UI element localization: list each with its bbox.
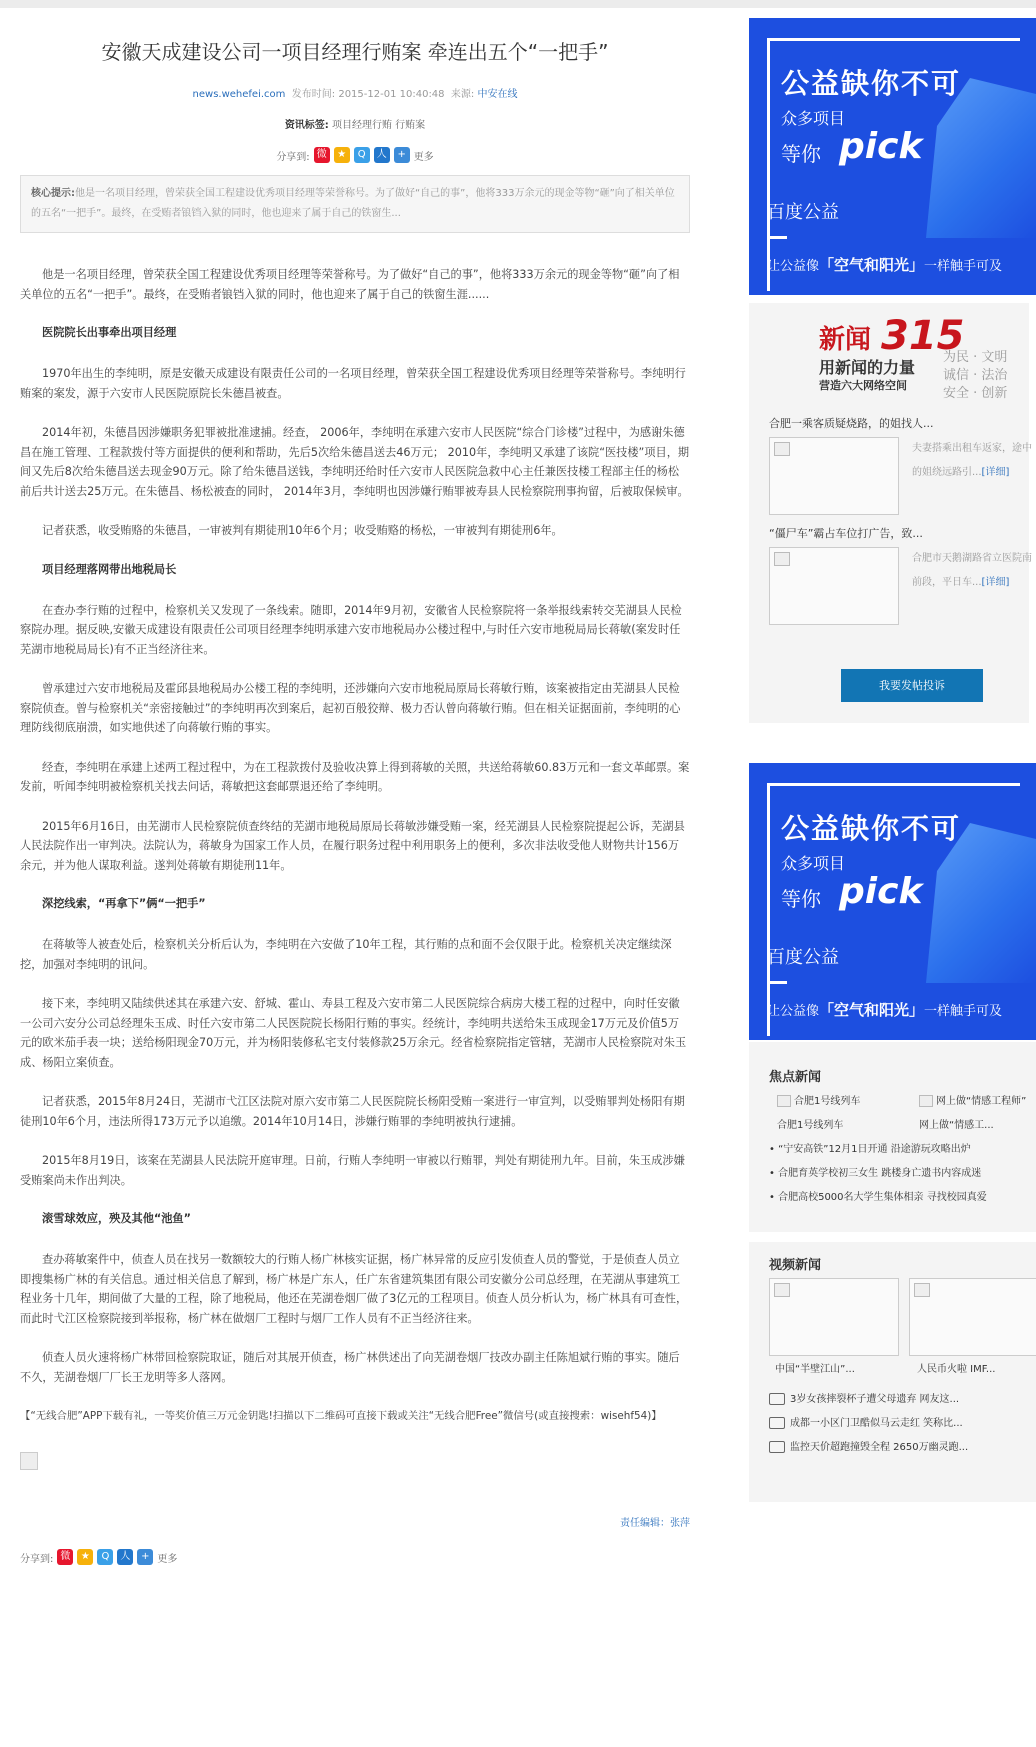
ad-brand: 百度公益 xyxy=(767,947,839,968)
focus-list-text[interactable]: “宁安高铁”12月1日开通 沿途游玩攻略出炉 xyxy=(778,1144,971,1155)
complaint-item-title[interactable]: “僵尸车”霸占车位打广告，致... xyxy=(769,527,923,540)
ad-slogan xyxy=(767,999,1002,1020)
focus-news-panel xyxy=(749,1042,1036,1232)
section-heading: 深挖线索，“再拿下”俩“一把手” xyxy=(42,897,206,910)
focus-news-list xyxy=(769,1138,987,1210)
video-thumb[interactable] xyxy=(769,1278,899,1356)
top-bar xyxy=(0,0,1036,8)
video-news-panel xyxy=(749,1242,1036,1502)
detail-link[interactable]: [详细] xyxy=(981,577,1010,588)
logo-right3: 安全 · 创新 xyxy=(943,386,1008,401)
video-list-text[interactable]: 监控天价超跑撞毁全程 2650万幽灵跑... xyxy=(790,1442,969,1453)
ad-banner-top[interactable] xyxy=(749,18,1036,295)
article-paragraph: 侦查人员火速将杨广林带回检察院取证，随后对其展开侦查，杨广林供述出了向芜湖卷烟厂技改办副主任陈旭斌行贿的事实。随后不久，芜湖卷烟厂厂长王龙明等多人落网。 xyxy=(20,1351,680,1384)
logo-right2: 诚信 · 法治 xyxy=(943,368,1008,383)
share-more-link-bottom[interactable]: 更多 xyxy=(157,1553,178,1565)
article-paragraph: 2015年8月19日，该案在芜湖县人民法院开庭审理。日前，行贿人李纯明一审被以行贿罪，判处有期徒刑九年。目前，朱玉成涉嫌受贿案尚未作出判决。 xyxy=(20,1154,685,1187)
digest-label: 核心提示: xyxy=(31,188,75,199)
image-placeholder-icon xyxy=(774,442,790,456)
video-list-item[interactable] xyxy=(769,1436,968,1460)
promo-note: 【“无线合肥”APP下载有礼，一等奖价值三万元金钥匙!扫描以下二维码可直接下载或关注“无线合肥Free”微信号(或直接搜索：wisehf54)】 xyxy=(20,1410,662,1422)
logo-num: 315 xyxy=(881,313,965,359)
logo-sub1: 用新闻的力量 xyxy=(819,358,916,377)
ad-banner-bottom[interactable] xyxy=(749,763,1036,1040)
focus-list-item[interactable]: • 合肥育英学校初三女生 跳楼身亡遗书内容成迷 xyxy=(769,1168,982,1179)
desc-line2: 的姐绕远路引... xyxy=(912,467,982,478)
ad-line2: 众多项目 xyxy=(781,109,846,128)
share-label-bottom: 分享到: xyxy=(20,1553,54,1565)
article-paragraph: 查办蒋敏案件中，侦查人员在找另一数额较大的行贿人杨广林核实证据，杨广林异常的反应引发侦查人员的警觉，于是侦查人员立即搜集杨广林的有关信息。通过相关信息了解到，杨广林是广东人，任广东省建筑集团有限公司安徽分公司总经理，在芜湖从事建筑工程业务十几年，期间做了大量的工程，除了地税局，他还在芜湖卷烟厂做了3亿元的工程项目。侦查人员分析认为，杨广林具有可查性，而此时弋江区检察院接到举报称，杨广林在做烟厂工程时与烟厂工作人员有不正当经济往来。 xyxy=(20,1253,688,1325)
article-paragraph: 记者获悉，收受贿赂的朱德昌，一审被判有期徒刑10年6个月；收受贿赂的杨松，一审被判有期徒刑6年。 xyxy=(42,524,563,537)
ad-headline: 公益缺你不可 xyxy=(781,67,962,100)
focus-list-text[interactable]: 合肥育英学校初三女生 跳楼身亡遗书内容成迷 xyxy=(778,1168,982,1179)
video-icon xyxy=(769,1441,785,1453)
image-placeholder-icon xyxy=(777,1095,791,1107)
news315-logo xyxy=(819,313,1019,401)
video-list-item[interactable] xyxy=(769,1412,968,1436)
focus-pic-item[interactable] xyxy=(919,1092,1026,1107)
video-list-text[interactable]: 成都一小区门卫酷似马云走红 笑称比... xyxy=(790,1418,963,1429)
video-icon xyxy=(769,1393,785,1405)
article-paragraph: 记者获悉，2015年8月24日，芜湖市弋江区法院对原六安市第二人民医院院长杨阳受贿一案进行一审宣判，以受贿罪判处杨阳有期徒刑10年6个月，违法所得173万元予以追缴。2014年10月14日，涉嫌行贿罪的李纯明被执行逮捕。 xyxy=(20,1095,685,1128)
article-main xyxy=(20,20,690,1565)
logo-sub2: 营造六大网络空间 xyxy=(819,379,907,392)
article-body xyxy=(20,265,690,1387)
weibo-share-icon[interactable]: 微 xyxy=(314,147,330,163)
detail-link[interactable]: [详细] xyxy=(981,467,1010,478)
complaint-item-desc xyxy=(912,437,1032,485)
qzone-share-icon[interactable]: ★ xyxy=(77,1549,93,1565)
ad-brand: 百度公益 xyxy=(767,202,839,223)
article-paragraph: 曾承建过六安市地税局及霍邱县地税局办公楼工程的李纯明，还涉嫌向六安市地税局原局长蒋敏行贿，该案被指定由芜湖县人民检察院侦查。曾与检察机关“亲密接触过”的李纯明再次到案后，起初百般狡辩、极力否认曾向蒋敏行贿。但在相关证据面前，李纯明的心理防线彻底崩溃，如实地供述了向蒋敏行贿的事实。 xyxy=(20,682,681,734)
article-paragraph: 1970年出生的李纯明，原是安徽天成建设有限责任公司的一名项目经理，曾荣获全国工程建设优秀项目经理等荣誉称号。李纯明行贿案的案发，源于六安市人民医院原院长朱德昌被查。 xyxy=(20,367,686,400)
video-list-text[interactable]: 3岁女孩摔裂杯子遭父母遗弃 网友这... xyxy=(790,1394,960,1405)
video-news-title: 视频新闻 xyxy=(769,1258,822,1273)
desc-line1: 合肥市天鹅湖路省立医院南 xyxy=(912,553,1032,564)
focus-pic-caption[interactable]: 合肥1号线列车 xyxy=(777,1120,844,1131)
focus-list-text[interactable]: 合肥高校5000名大学生集体相亲 寻找校园真爱 xyxy=(778,1192,987,1203)
complaint-item-desc xyxy=(912,547,1032,595)
ad-slogan xyxy=(767,254,1002,275)
ad-line3: 等你 xyxy=(781,142,821,166)
focus-pic-caption[interactable]: 网上做“情感工... xyxy=(919,1120,994,1131)
desc-line2: 前段，平日车... xyxy=(912,577,982,588)
focus-news-title: 焦点新闻 xyxy=(769,1070,822,1085)
complaint-item-title[interactable]: 合肥一乘客质疑烧路，的姐找人... xyxy=(769,417,934,430)
ad-slogan-mid: 「空气和阳光」 xyxy=(819,1001,925,1019)
image-placeholder-icon xyxy=(774,552,790,566)
share-label: 分享到: xyxy=(276,151,310,163)
logo-right1: 为民 · 文明 xyxy=(943,350,1008,365)
article-paragraph: 经查，李纯明在承建上述两工程过程中，为在工程款拨付及验收决算上得到蒋敏的关照，共送给蒋敏60.83万元和一套文革邮票。案发前，听闻李纯明被检察机关找去问话，蒋敏把这套邮票退还给了李纯明。 xyxy=(20,760,690,793)
video-caption[interactable]: 中国“半壁江山”... xyxy=(775,1364,855,1375)
renren-share-icon[interactable]: 人 xyxy=(117,1549,133,1565)
complaint-item-thumb[interactable] xyxy=(769,437,899,515)
video-list-item[interactable] xyxy=(769,1388,968,1412)
section-heading: 医院院长出事牵出项目经理 xyxy=(42,326,177,339)
ad-slogan-pre: 让公益像 xyxy=(767,1004,820,1019)
editor-credit: 责任编辑：张萍 xyxy=(620,1518,690,1529)
post-complaint-button[interactable]: 我要发帖投诉 xyxy=(841,669,983,702)
logo-right xyxy=(943,349,1007,403)
video-caption[interactable]: 人民币火啦 IMF... xyxy=(917,1364,996,1375)
article-paragraph: 接下来，李纯明又陆续供述其在承建六安、舒城、霍山、寿县工程及六安市第二人民医院综合病房大楼工程的过程中，向时任安徽一公司六安分公司总经理朱玉成、时任六安市第二人民医院院长杨阳行贿的事实。经统计，李纯明共送给朱玉成现金17万元及价值5万元的欧米茄手表一块；送给杨阳现金70万元，并为杨阳装修私宅支付装修款25万余元。经省检察院指定管辖，芜湖市人民检察院对朱玉成、杨阳立案侦查。 xyxy=(20,997,687,1069)
publish-time: 2015-12-01 10:40:48 xyxy=(338,89,445,100)
ad-slogan-pre: 让公益像 xyxy=(767,259,820,274)
ad-headline: 公益缺你不可 xyxy=(781,812,962,845)
article-paragraph: 在蒋敏等人被查处后，检察机关分析后认为，李纯明在六安做了10年工程，其行贿的点和面不会仅限于此。检察机关决定继续深挖，加强对李纯明的讯问。 xyxy=(20,938,672,971)
weibo-share-icon[interactable]: 微 xyxy=(57,1549,73,1565)
focus-pic-item[interactable] xyxy=(777,1092,860,1107)
ad-line2: 众多项目 xyxy=(781,854,846,873)
share-bar-top xyxy=(20,147,690,163)
article-paragraph: 2014年初，朱德昌因涉嫌职务犯罪被批准逮捕。经查， 2006年，李纯明在承建六安市人民医院“综合门诊楼”过程中，为感谢朱德昌在施工管理、工程款拨付等方面提供的便利和帮助，先后5次给朱德昌送去46万元； 2010年，李纯明又承建了该院“医技楼”项目，期间又先后8次给朱德昌送去现金90万元。除了给朱德昌送钱，李纯明还给时任六安市人民医院急救中心主任兼医技楼工程部主任的杨松前后共计送去25万元。在朱德昌、杨松被查的同时， 2014年3月，李纯明也因涉嫌行贿罪被寿县人民检察院刑事拘留，后被取保候审。 xyxy=(20,426,690,498)
news315-card xyxy=(749,303,1032,723)
focus-list-item[interactable]: • “宁安高铁”12月1日开通 沿途游玩攻略出炉 xyxy=(769,1144,971,1155)
qzone-share-icon[interactable]: ★ xyxy=(334,147,350,163)
ad-pick: pick xyxy=(839,126,923,167)
digest-text: 他是一名项目经理，曾荣获全国工程建设优秀项目经理等荣誉称号。为了做好“自己的事”，他将333万余元的现金等物“砸”向了相关单位的五名“一把手”。最终，在受贿者锒铛入狱的同时，他也迎来了属于自己的铁窗生... xyxy=(31,188,675,219)
more-share-icon[interactable]: + xyxy=(137,1549,153,1565)
tags-label: 资讯标签: xyxy=(284,120,329,131)
qr-image-placeholder xyxy=(20,1452,38,1470)
ad-divider xyxy=(767,981,787,984)
video-news-list xyxy=(769,1388,968,1460)
article-paragraph: 他是一名项目经理，曾荣获全国工程建设优秀项目经理等荣誉称号。为了做好“自己的事”，他将333万余元的现金等物“砸”向了相关单位的五名“一把手”。最终，在受贿者锒铛入狱的同时，他也迎来了属于自己的铁窗生涯...... xyxy=(20,268,680,301)
ad-slogan-mid: 「空气和阳光」 xyxy=(819,256,925,274)
core-digest xyxy=(20,175,690,233)
share-more-link[interactable]: 更多 xyxy=(413,151,434,163)
article-tags xyxy=(20,116,690,131)
video-icon xyxy=(769,1417,785,1429)
image-placeholder-icon xyxy=(914,1283,930,1297)
qq-weibo-share-icon[interactable]: Q xyxy=(97,1549,113,1565)
article-paragraph: 在查办李行贿的过程中，检察机关又发现了一条线索。随即，2014年9月初，安徽省人民检察院将一条举报线索转交芜湖县人民检察院办理。据反映,安徽天成建设有限责任公司项目经理李纯明承建六安市地税局办公楼过程中,与时任六安市地税局局长蒋敏(案发时任芜湖市地税局局长)有不正当经济往来。 xyxy=(20,603,682,656)
section-heading: 项目经理落网带出地税局长 xyxy=(42,562,177,576)
share-bar-bottom xyxy=(20,1549,690,1565)
tags-list[interactable]: 项目经理行贿 行贿案 xyxy=(332,120,426,131)
image-placeholder-icon xyxy=(774,1283,790,1297)
ad-divider xyxy=(767,236,787,239)
source-label: 来源: xyxy=(450,89,475,100)
complaint-item-thumb[interactable] xyxy=(769,547,899,625)
qq-weibo-share-icon[interactable]: Q xyxy=(354,147,370,163)
ad-slogan-post: 一样触手可及 xyxy=(924,259,1003,274)
video-thumb[interactable] xyxy=(909,1278,1036,1356)
ad-slogan-post: 一样触手可及 xyxy=(924,1004,1003,1019)
article-paragraph: 2015年6月16日，由芜湖市人民检察院侦查终结的芜湖市地税局原局长蒋敏涉嫌受贿一案，经芜湖县人民检察院提起公诉，芜湖县人民法院作出一审判决。法院认为，蒋敏身为国家工作人员，在履行职务过程中利用职务上的便利，多次非法收受他人财物共计156万余元，并为他人谋取利益。遂判处蒋敏有期徒刑11年。 xyxy=(20,819,685,872)
sidebar xyxy=(749,18,1036,1502)
focus-pic-label: 合肥1号线列车 xyxy=(794,1096,861,1107)
logo-big: 新闻 xyxy=(819,325,872,355)
ad-pick: pick xyxy=(839,871,923,912)
section-heading: 滚雪球效应，殃及其他“池鱼” xyxy=(42,1212,191,1225)
focus-list-item[interactable]: • 合肥高校5000名大学生集体相亲 寻找校园真爱 xyxy=(769,1192,987,1203)
publish-label: 发布时间: xyxy=(291,89,336,100)
ad-line3: 等你 xyxy=(781,887,821,911)
article-meta xyxy=(20,85,690,100)
source-link[interactable]: 中安在线 xyxy=(477,89,518,100)
article-title: 安徽天成建设公司一项目经理行贿案 牵连出五个“一把手” xyxy=(101,40,609,64)
renren-share-icon[interactable]: 人 xyxy=(374,147,390,163)
site-link[interactable]: news.wehefei.com xyxy=(192,89,286,100)
desc-line1: 夫妻搭乘出租车返家，途中 xyxy=(912,443,1032,454)
image-placeholder-icon xyxy=(919,1095,933,1107)
more-share-icon[interactable]: + xyxy=(394,147,410,163)
focus-pic-label: 网上做“情感工程师” xyxy=(936,1096,1027,1107)
